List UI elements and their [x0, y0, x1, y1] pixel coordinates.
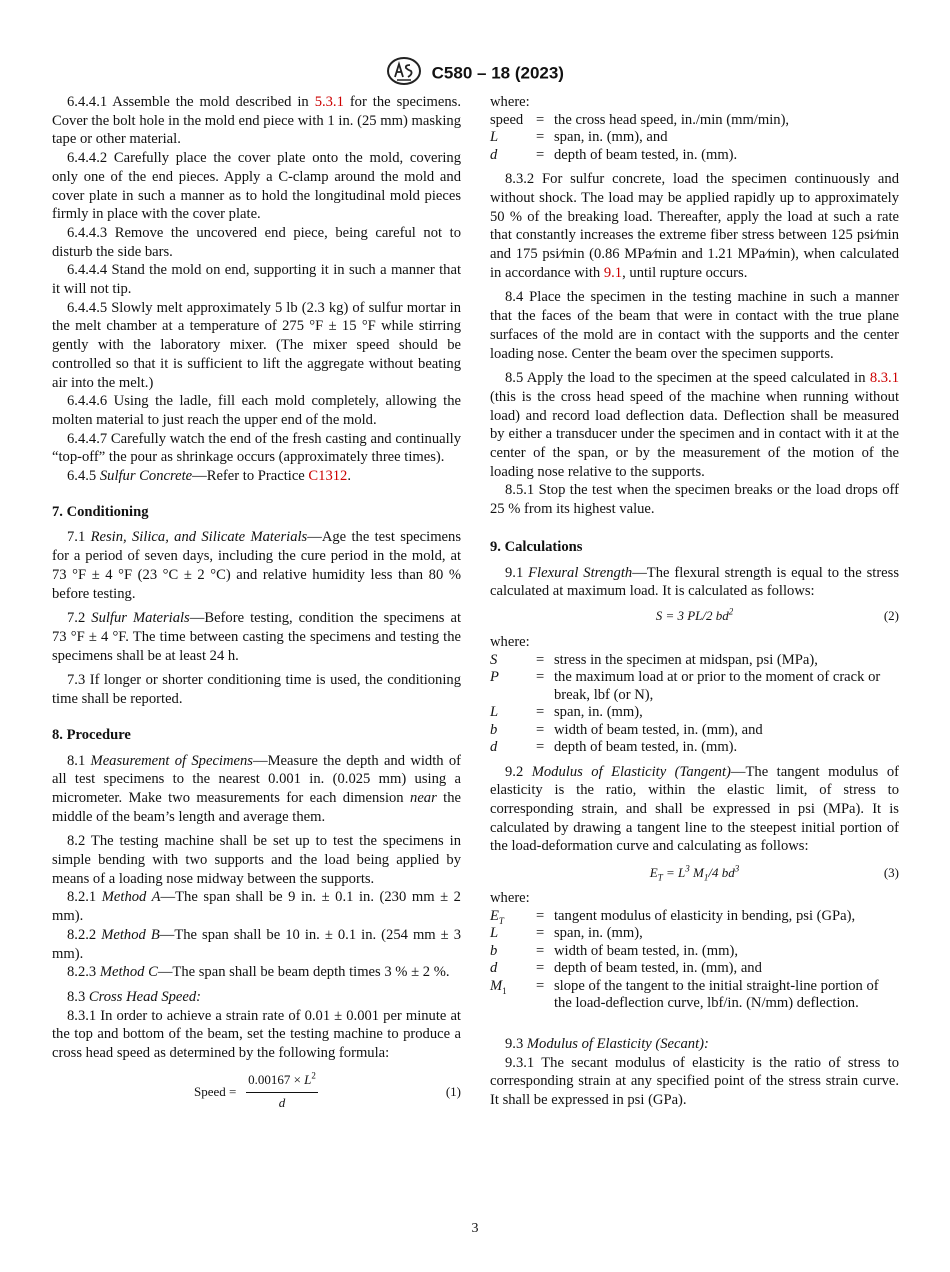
right-column [490, 93, 899, 1110]
definitions-formula-2 [490, 652, 899, 757]
definition-row: L = span, in. (mm), [490, 704, 643, 721]
para-6-4-4-2: 6.4.4.2 Carefully place the cover plate onto the mold, covering only one of the end pieces. Apply a C-clamp around the mold and cover plate in such a manner as to hold the longitudinal mold pieces firmly in place with the cover plate. [52, 150, 461, 223]
link-9-1[interactable]: 9.1 [603, 264, 623, 281]
definition-row: d = depth of beam tested, in. (mm). [490, 739, 738, 756]
equation-2-label: (2) [883, 607, 899, 623]
para-9-3-1: 9.3.1 The secant modulus of elasticity is the ratio of stress to corresponding strain at any specified point of the stress strain curve. It shall be expressed in psi (GPa). [490, 1054, 899, 1108]
definition-row: b = width of beam tested, in. (mm), and [490, 721, 763, 738]
equation-3-label: (3) [883, 865, 899, 881]
definition-row: d = depth of beam tested, in. (mm). [490, 146, 738, 163]
section-heading-procedure: 8. Procedure [52, 726, 131, 743]
para-8-5: 8.5 Apply the load to the specimen at the speed calculated in 8.3.1 (this is the cross head speed of the machine when running without load) and record load deflection data. Deflection shall be measured by either a transducer under the specimen and in contact with it at the center of the span, or by the measurement of the motion of the loading nose relative to the supports. [490, 370, 899, 480]
definition-row: L = span, in. (mm), [490, 925, 643, 942]
definition-row: $E_T$ = tangent modulus of elasticity in bending, psi (GPa), [490, 907, 856, 926]
definition-row: d = depth of beam tested, in. (mm), and [490, 960, 762, 977]
para-6-4-4-4: 6.4.4.4 Stand the mold on end, supporting it in such a manner that it will not tip. [52, 262, 461, 298]
definition-row: L = span, in. (mm), and [490, 129, 668, 146]
para-8-1: 8.1 Measurement of Specimens—Measure the depth and width of all test specimens to the nearest 0.001 in. (0.025 mm) using a micrometer. Make two measurements for each dimension near the middle of the beam’s length and average them. [52, 752, 462, 825]
section-heading-conditioning: 7. Conditioning [52, 503, 149, 520]
astm-logo-icon [386, 56, 422, 92]
para-8-2: 8.2 The testing machine shall be set up to test the specimens in simple bending with two supports and the load being applied by means of a loading nose midway between the supports. [52, 833, 461, 887]
definition-row: b = width of beam tested, in. (mm), [490, 942, 739, 959]
para-8-2-2: 8.2.2 Method B—The span shall be 10 in. ± 0.1 in. (254 mm ± 3 mm). [52, 926, 461, 962]
link-5-3-1[interactable]: 5.3.1 [314, 94, 344, 110]
where-label-2: where: [490, 633, 530, 650]
para-6-4-4-7: 6.4.4.7 Carefully watch the end of the fresh casting and continually “top-off” the pour as shrinkage occurs (approximately three times). [52, 430, 461, 466]
definitions-formula-1 [490, 112, 899, 165]
section-heading-calculations: 9. Calculations [490, 538, 583, 555]
para-8-4: 8.4 Place the specimen in the testing machine in such a manner that the faces of the beam that were in contact with the true plane surfaces of the mold are in contact with the supports and the center loading nose. Center the beam over the specimen supports. [490, 289, 899, 362]
definitions-formula-3 [490, 908, 899, 1013]
equation-1: Speed = $0.00167 \times L^2$ d (1) [194, 1070, 461, 1110]
para-9-3: 9.3 Modulus of Elasticity (Secant): [505, 1035, 709, 1052]
para-6-4-4-1: 6.4.4.1 Assemble the mold described in 5.3.1 for the specimens. Cover the bolt hole in the mold end piece with 1 in. (25 mm) masking tape or other material. [52, 94, 462, 148]
para-6-4-4-6: 6.4.4.6 Using the ladle, fill each mold completely, allowing the molten material to just reach the upper end of the mold. [52, 393, 461, 428]
link-c1312[interactable]: C1312 [308, 468, 348, 485]
para-8-2-1: 8.2.1 Method A—The span shall be 9 in. ± 0.1 in. (230 mm ± 2 mm). [52, 889, 461, 925]
definition-row: $M_1$ = slope of the tangent to the initial straight-line portion of the load-deflection curve, lbf/in. (N/mm) deflection. [490, 977, 879, 1012]
where-label-1: where: [490, 94, 530, 110]
link-8-3-1[interactable]: 8.3.1 [869, 370, 899, 387]
equation-1-label: (1) [445, 1083, 461, 1099]
equation-2: S = 3 PL/2 $bd^2$ (2) [490, 607, 899, 627]
equation-3: $E_T = L^3$ $M_1/4$ $bd^3$ (3) [649, 863, 899, 883]
page-number: 3 [471, 1221, 479, 1236]
para-6-4-5: 6.4.5 Sulfur Concrete—Refer to Practice C1312. [67, 468, 351, 485]
page-header [0, 56, 950, 92]
para-8-3-1: 8.3.1 In order to achieve a strain rate of 0.01 ± 0.001 per minute at the top and bottom of the beam, set the testing machine to produce a cross head speed as determined by the following formula: [52, 1007, 461, 1062]
para-6-4-4-5: 6.4.4.5 Slowly melt approximately 5 lb (2.3 kg) of sulfur mortar in the melt chamber at a temperature of 275 °F ± 15 °F while stirring gently with the laboratory mixer. (The mixer speed should be controlled so that it is sufficient to lift the aggregate without beating air into the melt.) [52, 299, 461, 391]
document-designation: C580 – 18 (2023) [431, 63, 564, 83]
left-column [52, 93, 461, 1113]
para-9-2: 9.2 Modulus of Elasticity (Tangent)—The tangent modulus of elasticity is the ratio, within the elastic limit, of stress to corresponding strain, and shall be expressed in psi (MPa). It is calculated by drawing a tangent line to the steepest initial portion of the load-deformation curve and calculating as follows: [490, 763, 899, 855]
para-7-2: 7.2 Sulfur Materials—Before testing, condition the specimens at 73 °F ± 4 °F. The time between casting the specimens and testing the specimens shall be at least 24 h. [52, 610, 462, 664]
para-9-1: 9.1 Flexural Strength—The flexural strength is equal to the stress calculated at maximum load. It is calculated as follows: [490, 564, 900, 600]
para-8-5-1: 8.5.1 Stop the test when the specimen breaks or the load drops off 25 % from its highest value. [490, 482, 899, 518]
para-8-3: 8.3 Cross Head Speed: [67, 988, 202, 1005]
para-8-3-2: 8.3.2 For sulfur concrete, load the specimen continuously and without shock. The load may be applied rapidly up to approximately 50 % of the breaking load. Thereafter, apply the load at such a rate that constantly increases the extreme fiber stress between 125 psi⁄min and 175 psi⁄min (0.86 MPa⁄min and 1.21 MPa⁄min), when calculated in accordance with 9.1, until rupture occurs. [490, 171, 899, 281]
definition-row: P = the maximum load at or prior to the moment of crack or break, lbf (or N), [490, 669, 881, 703]
para-7-3: 7.3 If longer or shorter conditioning time is used, the conditioning time shall be reported. [52, 672, 461, 708]
where-label-3: where: [490, 890, 530, 907]
para-7-1: 7.1 Resin, Silica, and Silicate Materials—Age the test specimens for a period of seven days, including the cure period in the mold, at 73 °F ± 4 °F (23 °C ± 2 °C) and relative humidity less than 80 % before testing. [52, 529, 461, 602]
para-8-2-3: 8.2.3 Method C—The span shall be beam depth times 3 % ± 2 %. [67, 964, 450, 981]
definition-row: speed = the cross head speed, in./min (mm/min), [490, 111, 790, 128]
definition-row: S = stress in the specimen at midspan, psi (MPa), [490, 651, 818, 668]
para-6-4-4-3: 6.4.4.3 Remove the uncovered end piece, being careful not to disturb the side bars. [52, 224, 461, 260]
